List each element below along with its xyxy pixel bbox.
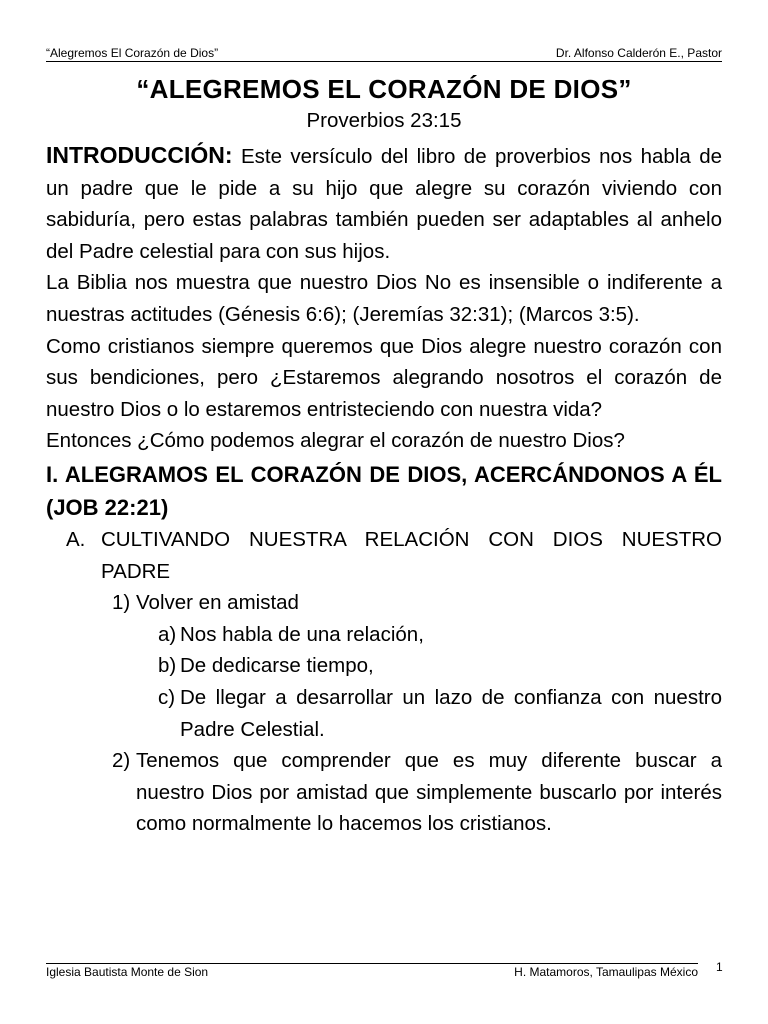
paragraph-2: Como cristianos siempre queremos que Dios alegre nuestro corazón con sus bendiciones, pero ¿Estaremos alegrando nosotros el corazón de nuestro Dios o lo estaremos entristeciendo con nuestra vida? <box>46 334 722 421</box>
outline-marker: 2) <box>112 749 131 773</box>
outline-text: Tenemos que comprender que es muy diferente buscar a nuestro Dios por amistad que simplemente buscarlo por interés como normalmente lo hacemos los cristianos. <box>136 749 722 836</box>
header-title: “Alegremos El Corazón de Dios” <box>46 46 219 60</box>
intro-text: Este versículo del libro de proverbios nos habla de un padre que le pide a su hijo que alegre su corazón viviendo con sabiduría, pero estas palabras también pueden ser adaptables al anhelo del Padre celestial para con sus hijos. <box>46 145 722 263</box>
outline-text: CULTIVANDO NUESTRA RELACIÓN CON DIOS NUESTRO PADRE <box>101 527 722 583</box>
page-number: 1 <box>716 960 723 974</box>
header-author: Dr. Alfonso Calderón E., Pastor <box>555 46 722 60</box>
paragraph-1: La Biblia nos muestra que nuestro Dios No es insensible o indiferente a nuestras actitudes (Génesis 6:6); (Jeremías 32:31); (Marcos 3:5). <box>46 271 722 326</box>
scripture-reference: Proverbios 23:15 <box>306 109 462 132</box>
paragraph-3: Entonces ¿Cómo podemos alegrar el corazón de nuestro Dios? <box>46 429 625 453</box>
outline-marker: a) <box>158 622 177 646</box>
outline-text: Volver en amistad <box>136 591 299 615</box>
outline-point-a <box>46 524 722 587</box>
page-footer <box>46 963 698 979</box>
outline-point-2 <box>46 745 722 840</box>
outline-subpoint-c <box>46 682 722 745</box>
document-body <box>46 72 722 840</box>
outline-text: De dedicarse tiempo, <box>180 654 374 678</box>
outline-point-1 <box>46 587 722 619</box>
outline-marker: A. <box>66 527 86 551</box>
outline-text: Nos habla de una relación, <box>180 622 424 646</box>
outline-subpoint-a <box>46 619 722 651</box>
intro-paragraph <box>46 140 722 267</box>
outline-subpoint-b <box>46 650 722 682</box>
footer-church: Iglesia Bautista Monte de Sion <box>46 965 209 979</box>
outline-text: De llegar a desarrollar un lazo de confianza con nuestro Padre Celestial. <box>180 685 722 741</box>
document-title: “ALEGREMOS EL CORAZÓN DE DIOS” <box>136 74 632 104</box>
intro-label: INTRODUCCIÓN: <box>46 142 233 168</box>
section-heading-1: I. ALEGRAMOS EL CORAZÓN DE DIOS, ACERCÁNDONOS A ÉL (JOB 22:21) <box>46 461 722 520</box>
page-header <box>46 46 722 62</box>
footer-location: H. Matamoros, Tamaulipas México <box>514 965 698 979</box>
outline-marker: 1) <box>112 591 131 615</box>
outline-marker: b) <box>158 654 177 678</box>
outline-marker: c) <box>158 685 176 709</box>
